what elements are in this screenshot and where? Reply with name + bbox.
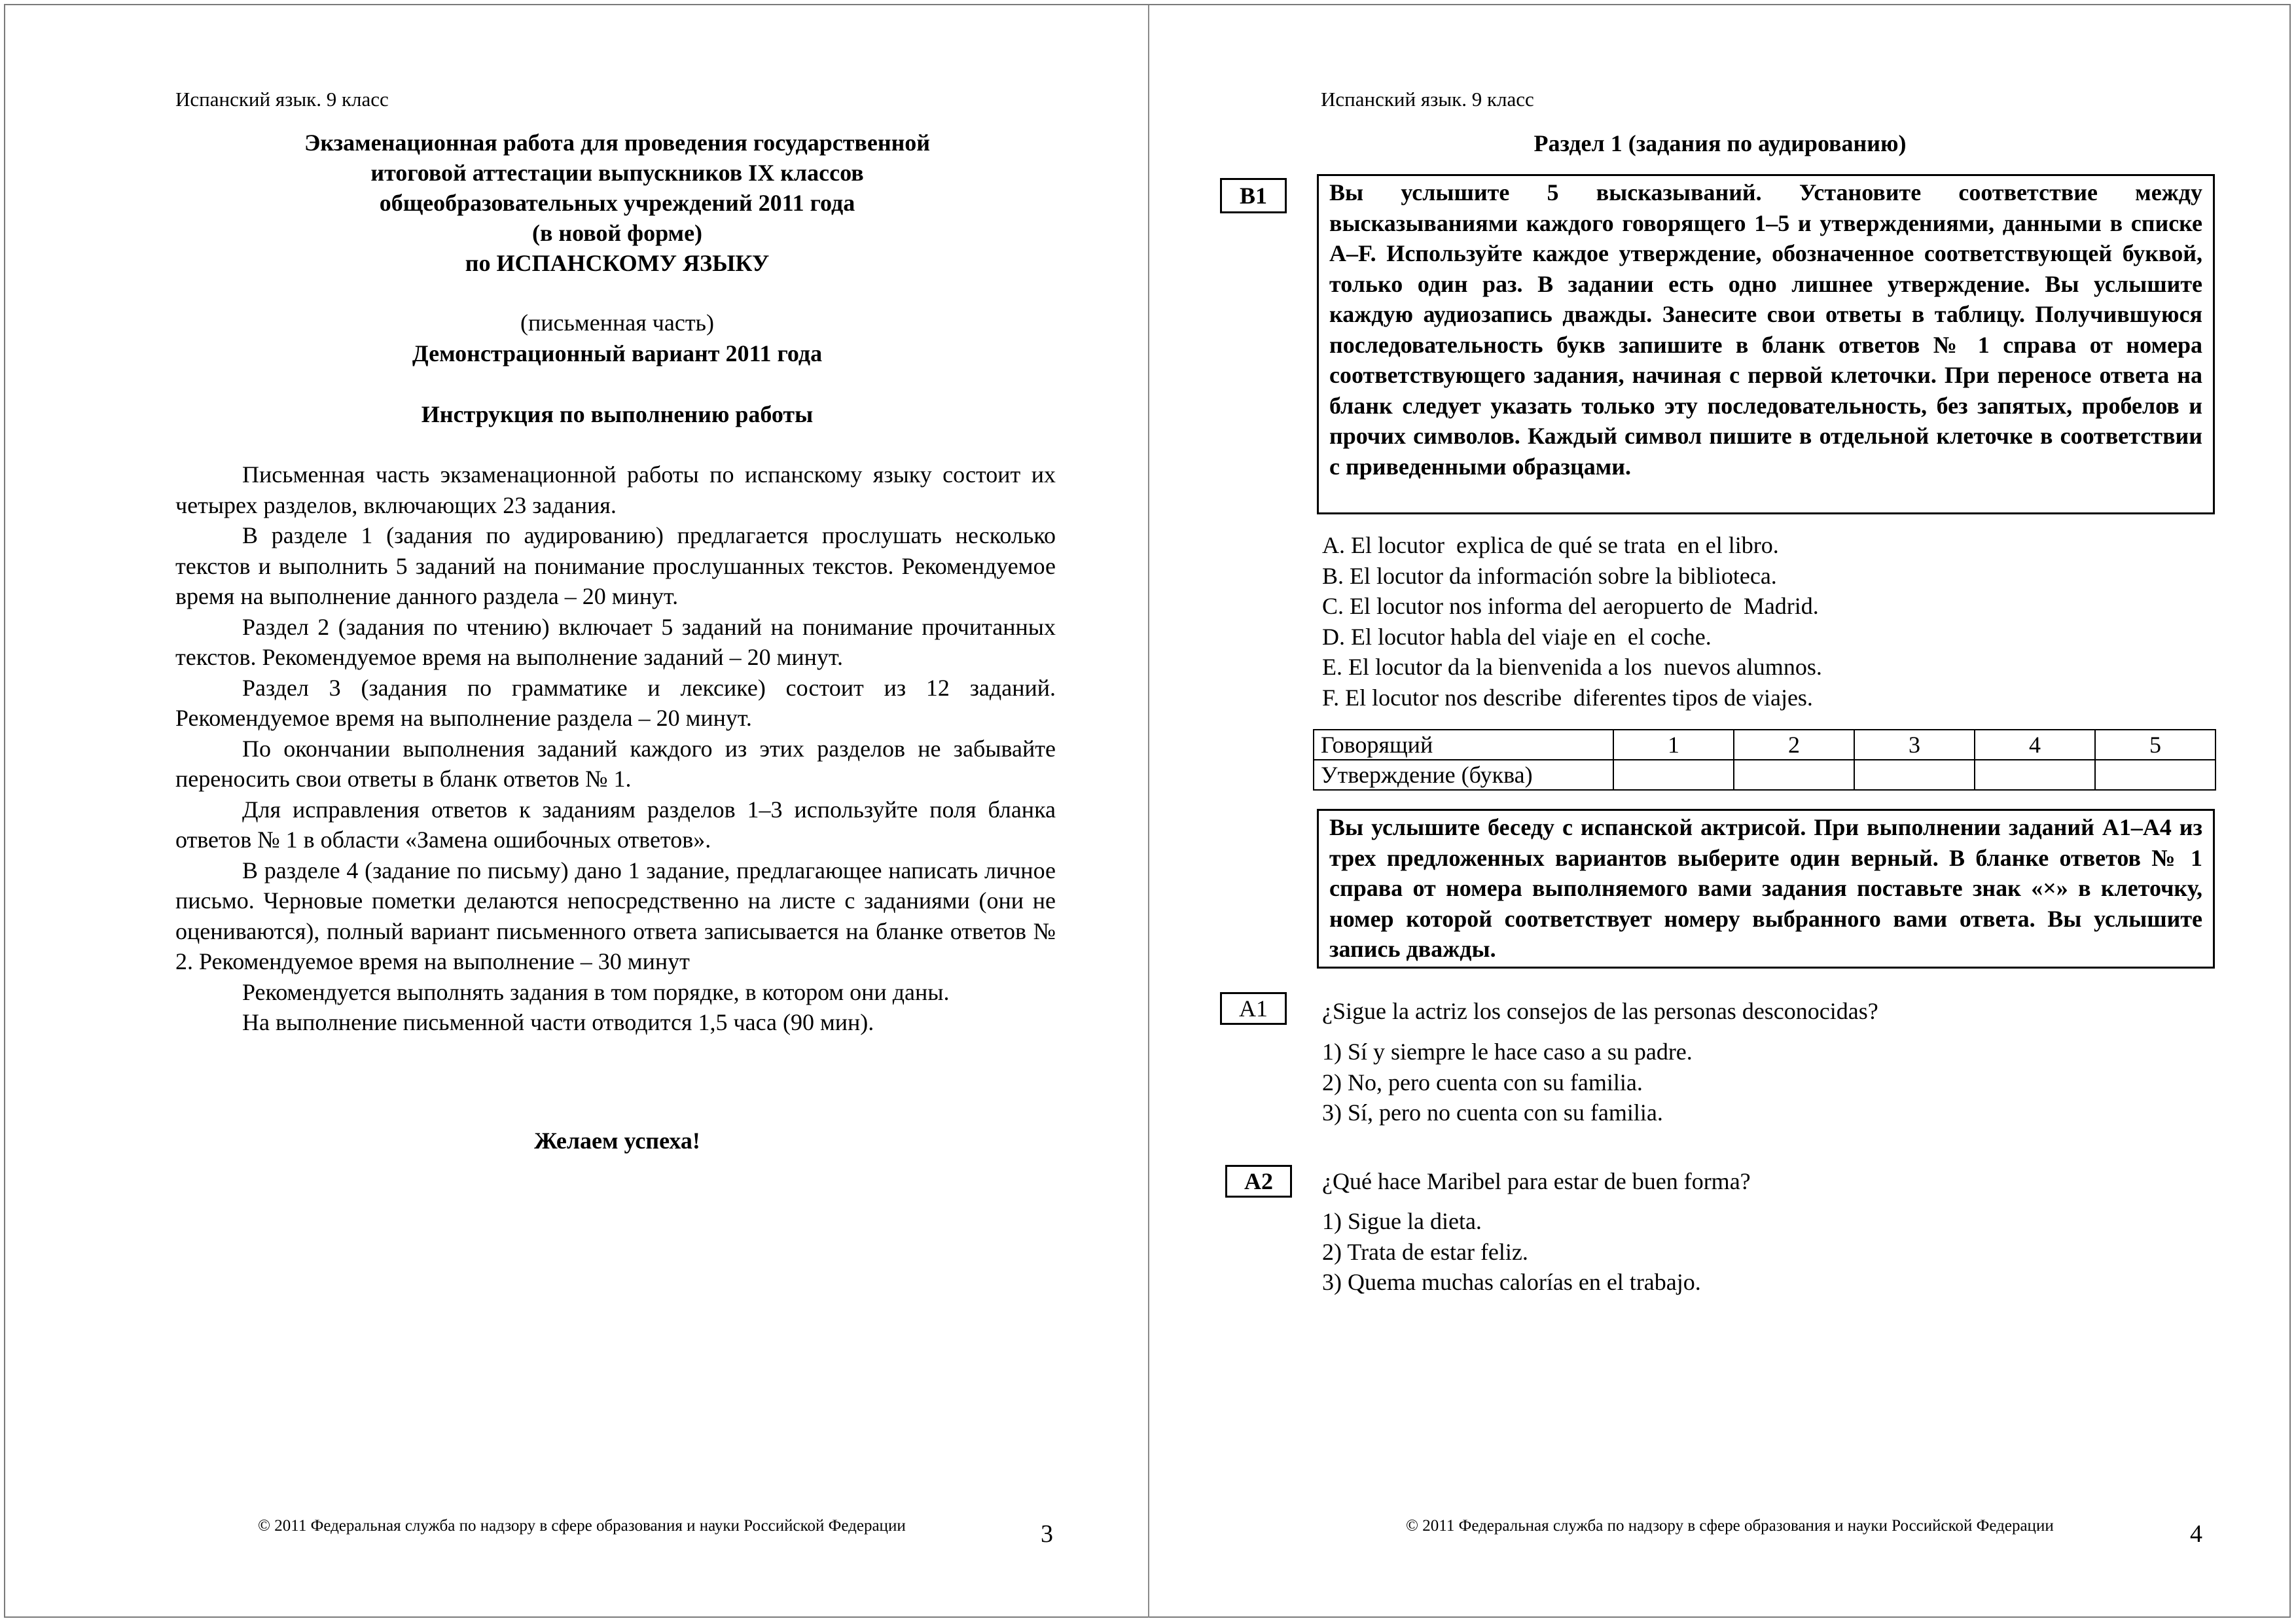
b1-option: D. El locutor habla del viaje en el coche. xyxy=(1322,623,1712,650)
b1-option: B. El locutor da información sobre la biblioteca. xyxy=(1322,562,1777,589)
right-page-footer: © 2011 Федеральная служба по надзору в сфере образования и науки Российской Федерации xyxy=(1406,1517,2054,1535)
instruction-paragraph: В разделе 1 (задания по аудированию) предлагается прослушать несколько текстов и выполнить 5 заданий на понимание прослушанных текстов. Рекомендуемое время на выполнение данного раздела – 20 минут. xyxy=(175,522,1056,609)
exam-title-line: итоговой аттестации выпускников IX классов xyxy=(370,160,864,186)
instruction-paragraph: Письменная часть экзаменационной работы по испанскому языку состоит их четырех разделов, включающих 23 задания. xyxy=(175,461,1056,518)
speaker-number: 4 xyxy=(1975,730,2095,760)
a2-question: ¿Qué hace Maribel para estar de buen forma? xyxy=(1322,1168,1751,1194)
speaker-number: 2 xyxy=(1734,730,1854,760)
a1-answer: 1) Sí y siempre le hace caso a su padre. xyxy=(1322,1039,1693,1065)
answer-cell[interactable] xyxy=(2095,760,2215,790)
exam-title-line: общеобразовательных учреждений 2011 года xyxy=(379,190,855,216)
exam-title-line: по ИСПАНСКОМУ ЯЗЫКУ xyxy=(465,250,770,276)
statement-row xyxy=(1314,760,2215,790)
task-label-a2: A2 xyxy=(1225,1165,1292,1198)
instruction-paragraph: По окончании выполнения заданий каждого из этих разделов не забывайте переносить свои ответы в бланк ответов № 1. xyxy=(175,735,1056,792)
a1-answer: 3) Sí, pero no cuenta con su familia. xyxy=(1322,1099,1663,1126)
left-page-footer: © 2011 Федеральная служба по надзору в сфере образования и науки Российской Федерации xyxy=(258,1517,906,1535)
instruction-paragraph: На выполнение письменной части отводится 1,5 часа (90 мин). xyxy=(242,1009,874,1035)
a-tasks-instruction-box: Вы услышите беседу с испанской актрисой. При выполнении заданий А1–А4 из трех предложенных вариантов выберите один верный. В бланке ответов № 1 справа от номера выполняемого вами задания поставьте знак «×» в клеточку, номер которой соответствует номеру выбранного вами ответа. Вы услышите запись дважды. xyxy=(1317,809,2215,969)
b1-option: A. El locutor explica de qué se trata en el libro. xyxy=(1322,532,1779,558)
right-page-header: Испанский язык. 9 класс xyxy=(1321,88,1534,111)
instruction-title: Инструкция по выполнению работы xyxy=(421,401,814,427)
section-title: Раздел 1 (задания по аудированию) xyxy=(1534,130,1907,156)
speaker-row-label: Говорящий xyxy=(1314,730,1613,760)
answer-cell[interactable] xyxy=(1613,760,1734,790)
instruction-paragraph: В разделе 4 (задание по письму) дано 1 задание, предлагающее написать личное письмо. Черновые пометки делаются непосредственно на листе с заданиями (они не оцениваются), полный вариант письменного ответа записывается на бланке ответов № 2. Рекомендуемое время на выполнение – 30 минут xyxy=(175,857,1056,974)
demo-variant-label: Демонстрационный вариант 2011 года xyxy=(412,340,823,366)
answer-cell[interactable] xyxy=(1975,760,2095,790)
exam-title xyxy=(175,128,1059,278)
a2-answer: 2) Trata de estar feliz. xyxy=(1322,1238,1528,1265)
b1-answer-table xyxy=(1313,729,2216,791)
a1-question: ¿Sigue la actriz los consejos de las personas desconocidas? xyxy=(1322,998,1878,1024)
b1-instruction-box: Вы услышите 5 высказываний. Установите соответствие между высказываниями каждого говорящего 1–5 и утверждениями, данными в списке A–F. Используйте каждое утверждение, обозначенное соответствующей буквой, только один раз. В задании есть одно лишнее утверждение. Вы услышите каждую аудиозапись дважды. Занесите свои ответы в таблицу. Получившуюся последовательность букв запишите в бланк ответов № 1 справа от номера соответствующего задания, начиная с первой клеточки. При переносе ответа на бланк следует указать только эту последовательность, без запятых, пробелов и прочих символов. Каждый символ пишите в отдельной клеточке в соответствии с приведенными образцами. xyxy=(1317,174,2215,514)
b1-option: E. El locutor da la bienvenida a los nuevos alumnos. xyxy=(1322,654,1822,680)
speaker-number: 3 xyxy=(1854,730,1975,760)
b1-option: F. El locutor nos describe diferentes tipos de viajes. xyxy=(1322,684,1813,711)
answer-cell[interactable] xyxy=(1854,760,1975,790)
speaker-number: 1 xyxy=(1613,730,1734,760)
instruction-paragraph: Для исправления ответов к заданиям разделов 1–3 используйте поля бланка ответов № 1 в области «Замена ошибочных ответов». xyxy=(175,796,1056,853)
b1-options xyxy=(1322,530,1822,713)
instruction-paragraph: Раздел 3 (задания по грамматике и лексике) состоит из 12 заданий. Рекомендуемое время на выполнение раздела – 20 минут. xyxy=(175,674,1056,731)
a2-answer: 1) Sigue la dieta. xyxy=(1322,1208,1482,1234)
a1-answer: 2) No, pero cuenta con su familia. xyxy=(1322,1069,1643,1096)
statement-row-label: Утверждение (буква) xyxy=(1314,760,1613,790)
answer-cell[interactable] xyxy=(1734,760,1854,790)
right-page xyxy=(1149,0,2296,1623)
left-page-header: Испанский язык. 9 класс xyxy=(175,88,389,111)
good-luck-text: Желаем успеха! xyxy=(534,1128,700,1154)
left-page-number: 3 xyxy=(1041,1520,1053,1548)
instruction-paragraph: Раздел 2 (задания по чтению) включает 5 заданий на понимание прочитанных текстов. Рекомендуемое время на выполнение заданий – 20 минут. xyxy=(175,613,1056,670)
right-page-number: 4 xyxy=(2190,1520,2202,1548)
speaker-number: 5 xyxy=(2095,730,2215,760)
instruction-body xyxy=(175,459,1056,1038)
a1-answers xyxy=(1322,1037,1693,1128)
a2-answer: 3) Quema muchas calorías en el trabajo. xyxy=(1322,1269,1701,1295)
exam-title-line: Экзаменационная работа для проведения государственной xyxy=(304,130,931,156)
written-part-label: (письменная часть) xyxy=(520,310,714,336)
a2-answers xyxy=(1322,1206,1701,1298)
task-label-b1: B1 xyxy=(1220,178,1287,213)
task-label-a1: A1 xyxy=(1220,992,1287,1025)
speaker-row xyxy=(1314,730,2215,760)
b1-option: C. El locutor nos informa del aeropuerto de Madrid. xyxy=(1322,593,1819,619)
exam-title-line: (в новой форме) xyxy=(531,220,703,246)
instruction-paragraph: Рекомендуется выполнять задания в том порядке, в котором они даны. xyxy=(242,978,950,1005)
